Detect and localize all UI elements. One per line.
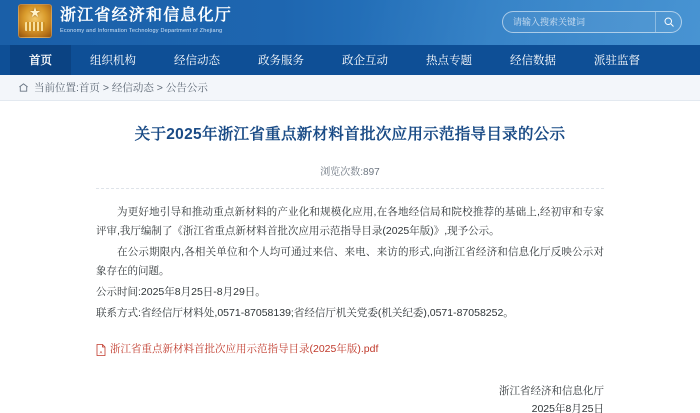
nav-item-data[interactable]: 经信数据 <box>510 55 556 67</box>
paragraph-2: 在公示期限内,各相关单位和个人均可通过来信、来电、来访的形式,向浙江省经济和信息化厅反映公示对象存在的问题。 <box>96 246 604 277</box>
svg-text:A: A <box>99 349 103 354</box>
article-body <box>0 101 700 413</box>
search-input[interactable] <box>503 12 655 32</box>
nav-item-government-services[interactable]: 政务服务 <box>258 55 304 67</box>
page-title: 关于2025年浙江省重点新材料首批次应用示范指导目录的公示 <box>134 126 566 143</box>
signature-date: 2025年8月25日 <box>531 403 604 413</box>
nav-item-hot-topics[interactable]: 热点专题 <box>426 55 472 67</box>
breadcrumb <box>0 75 700 101</box>
search-icon <box>663 16 675 28</box>
home-icon <box>18 82 29 93</box>
signature-block <box>96 382 604 413</box>
signature-org: 浙江省经济和信息化厅 <box>499 385 604 397</box>
nav-item-home[interactable]: 首页 <box>10 45 71 75</box>
pdf-file-icon <box>96 343 106 355</box>
org-name-cn: 浙江省经济和信息化厅 <box>60 6 233 24</box>
nav-item-enterprise-interaction[interactable]: 政企互动 <box>342 55 388 67</box>
attachment-link[interactable]: 浙江省重点新材料首批次应用示范指导目录(2025年版).pdf <box>110 343 379 355</box>
paragraph-1: 为更好地引导和推动重点新材料的产业化和规模化应用,在各地经信局和院校推荐的基础上,经初审和专家评审,我厅编制了《浙江省重点新材料首批次应用示范指导目录(2025年版)》,现予公示。 <box>96 206 604 237</box>
nav-item-supervision[interactable]: 派驻监督 <box>594 55 640 67</box>
main-nav <box>0 45 700 75</box>
brand-text <box>60 7 232 36</box>
search-button[interactable] <box>655 12 681 32</box>
article-meta <box>96 163 604 189</box>
site-header <box>0 0 700 45</box>
views-label: 浏览次数: <box>320 167 364 178</box>
breadcrumb-text[interactable]: 当前位置:首页 > 经信动态 > 公告公示 <box>34 82 208 94</box>
org-name-en: Economy and Information Technology Department of Zhejiang <box>60 27 223 34</box>
attachment-row[interactable] <box>96 341 604 356</box>
article-paragraphs <box>96 203 604 323</box>
nav-item-organization[interactable]: 组织机构 <box>90 55 136 67</box>
site-brand[interactable] <box>18 4 232 38</box>
nav-item-news[interactable]: 经信动态 <box>174 55 220 67</box>
paragraph-3: 公示时间:2025年8月25日-8月29日。 <box>96 286 266 298</box>
search-box[interactable] <box>502 11 682 33</box>
views-count: 897 <box>363 167 380 178</box>
paragraph-4: 联系方式:省经信厅材料处,0571-87058139;省经信厅机关党委(机关纪委),0571-87058252。 <box>96 307 514 319</box>
national-emblem-icon <box>18 4 52 38</box>
